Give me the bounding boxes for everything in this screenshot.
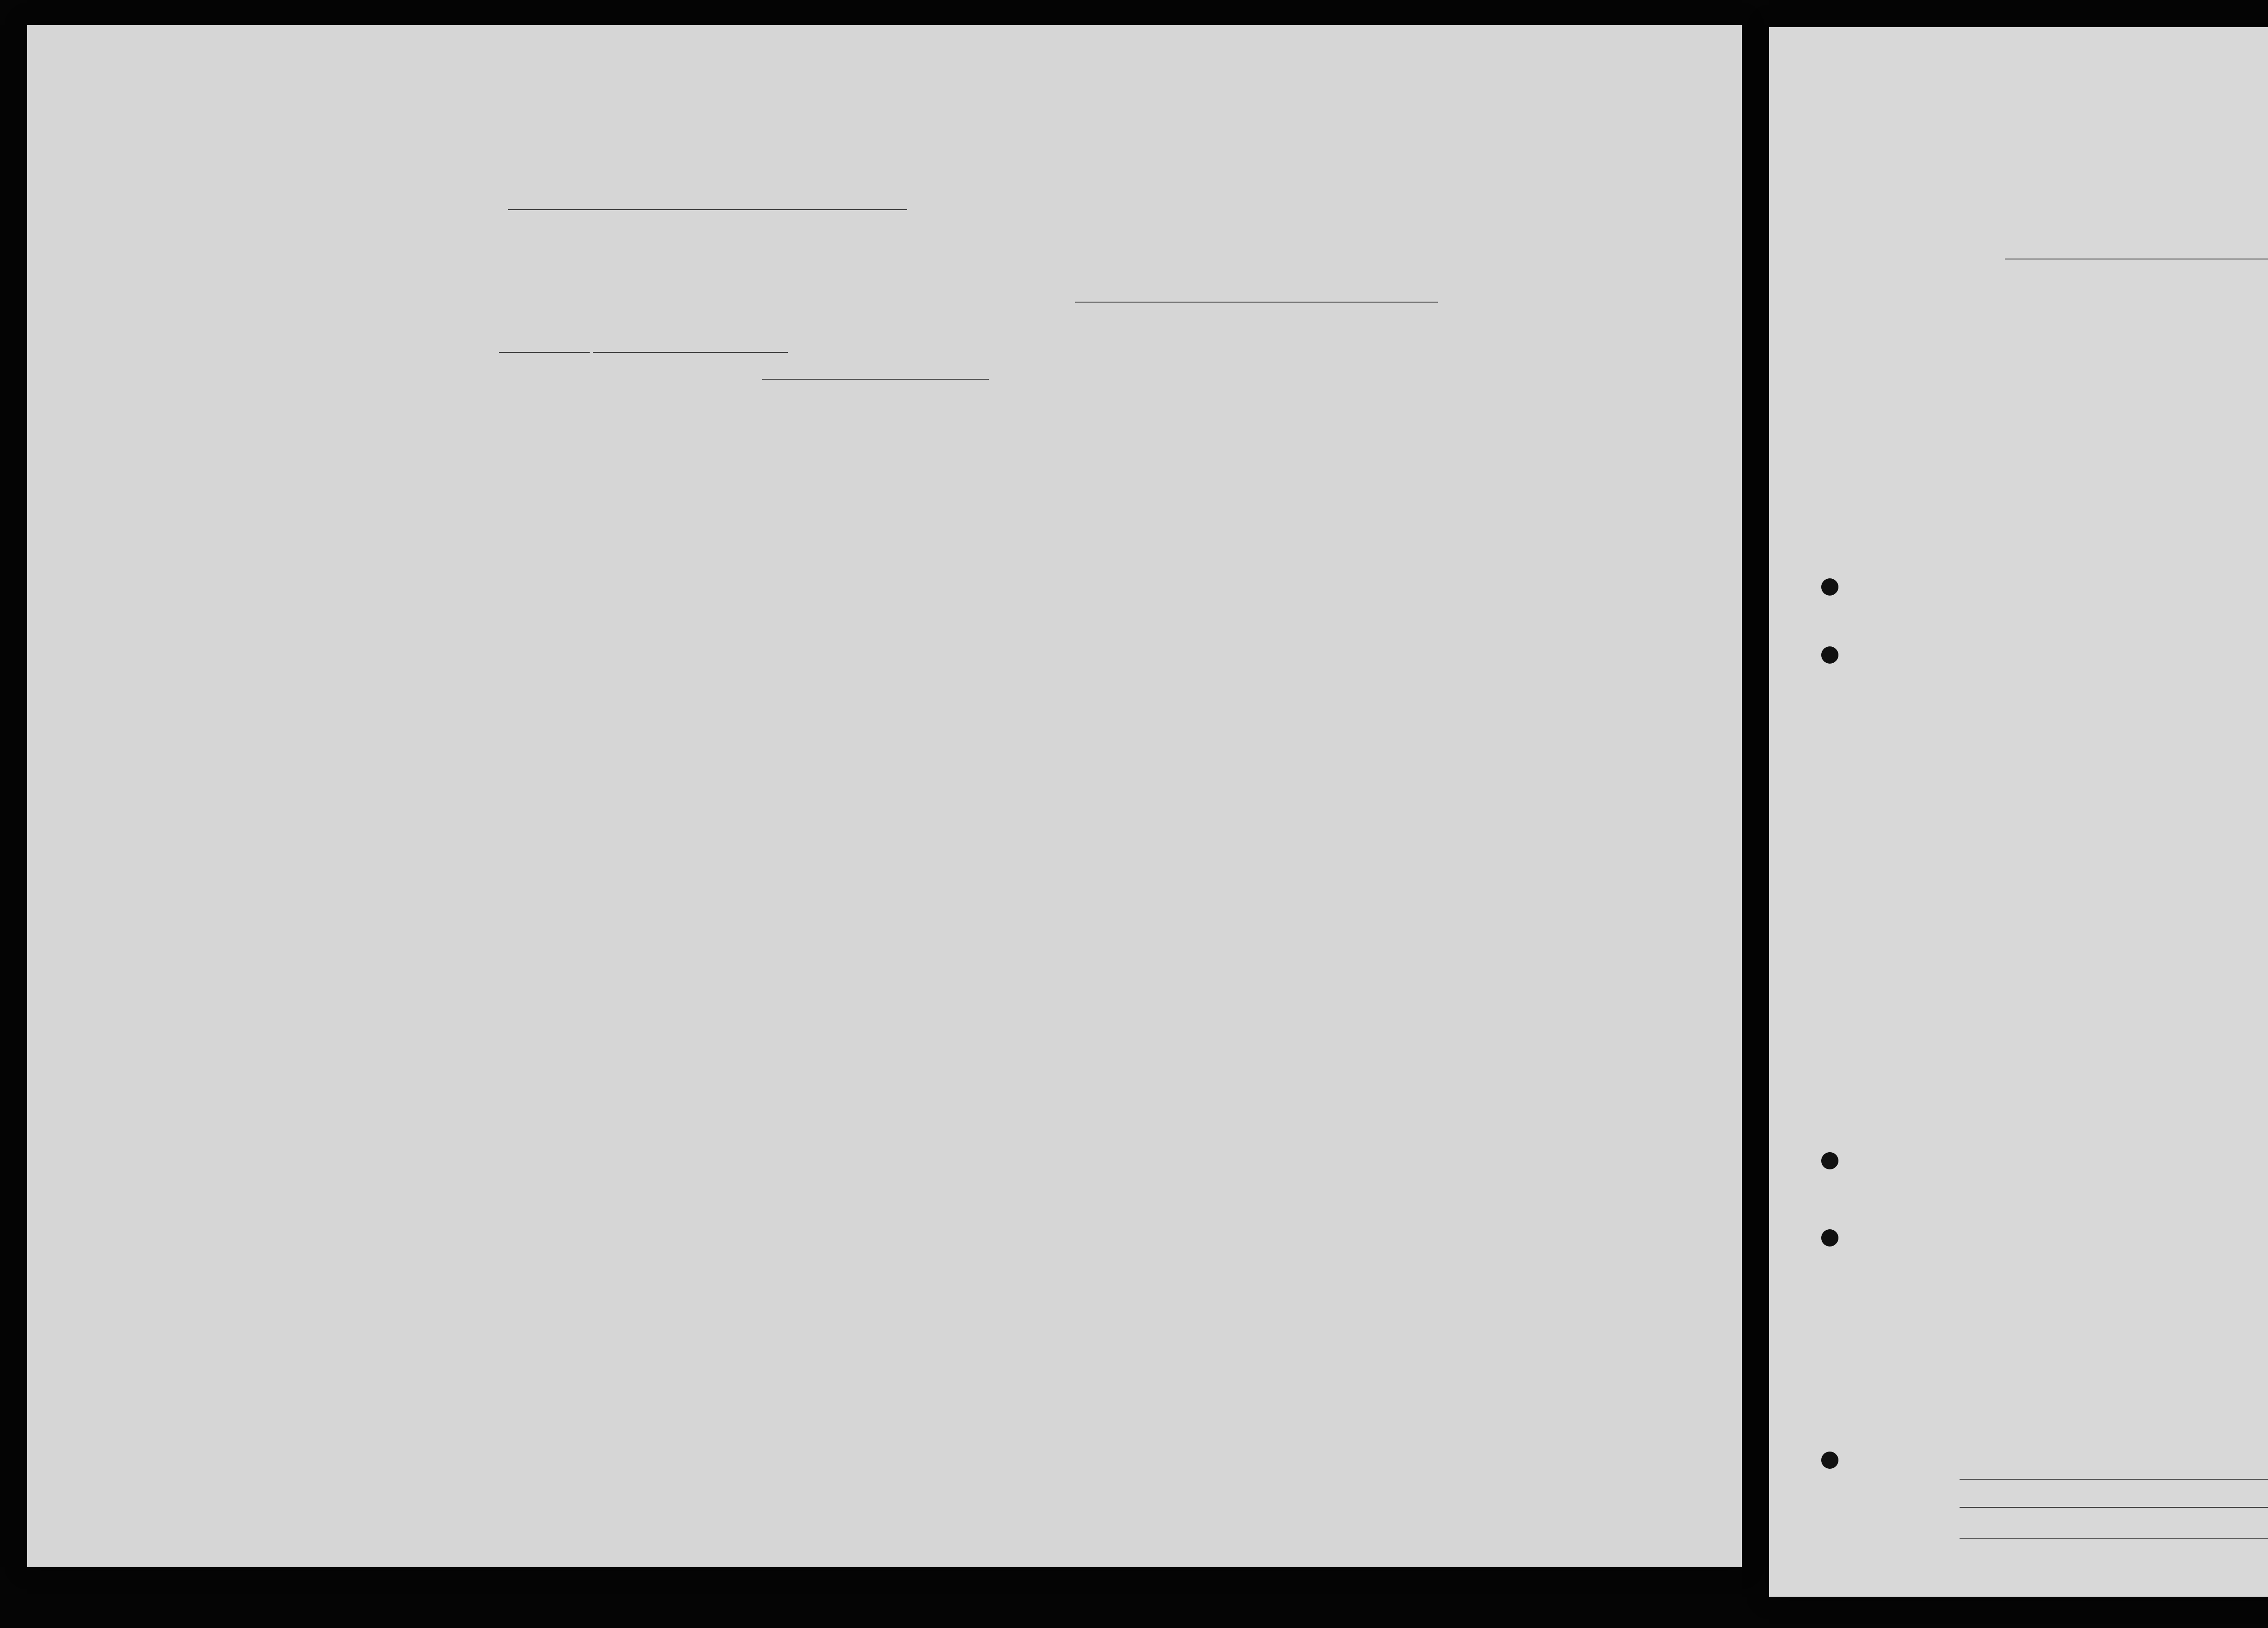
sworn-line	[499, 342, 788, 356]
affidavit-page	[27, 25, 1742, 1567]
crew-manifest-page	[1769, 27, 2268, 1597]
extract-rule6	[200, 1191, 1061, 1199]
manifest-table	[1769, 27, 2268, 1597]
affidavit-line1	[508, 200, 1415, 213]
owners-value	[1960, 1507, 2268, 1508]
notice-section	[200, 873, 1061, 881]
line-value	[1960, 1479, 2268, 1480]
extract-1917	[200, 982, 1061, 990]
extract-1924	[200, 1259, 1061, 1263]
agents-value	[1960, 1538, 2268, 1539]
